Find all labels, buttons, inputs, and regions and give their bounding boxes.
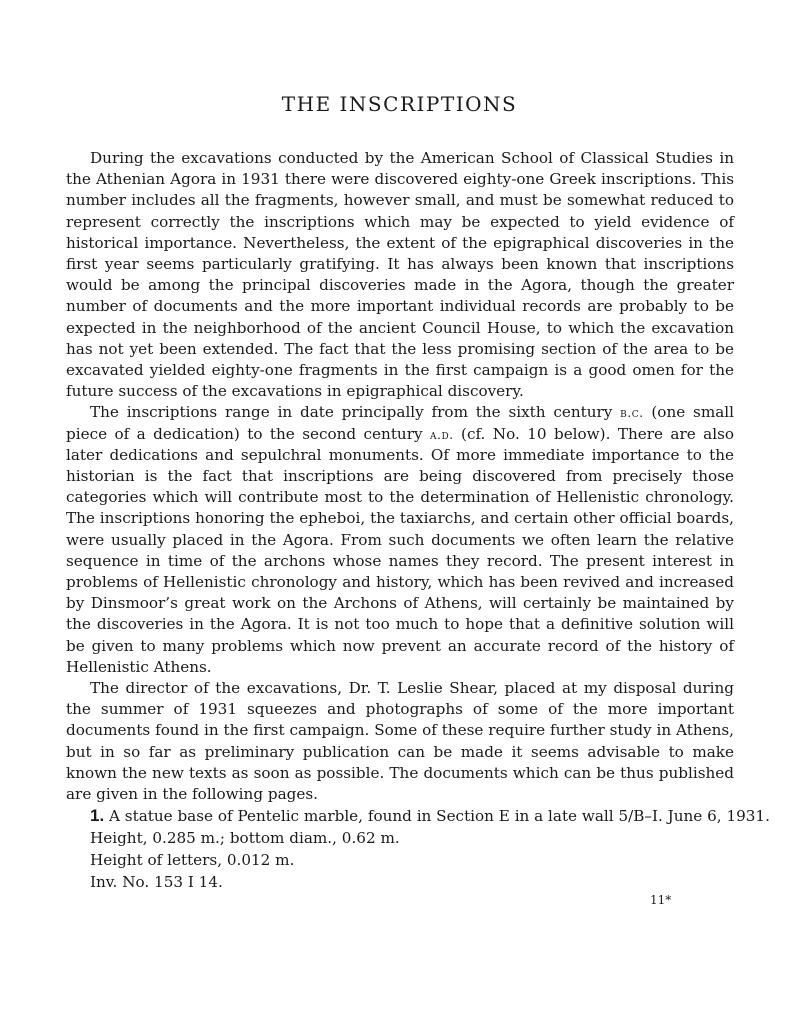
entry-letter-height: Height of letters, 0.012 m. (90, 851, 295, 869)
entry-description: A statue base of Pentelic marble, found in Section E in a late wall 5/B–I. June 6, 1931. (109, 807, 770, 825)
paragraph-3: The director of the excavations, Dr. T. Leslie Shear, placed at my disposal during the summer of 1931 squeezes and photographs of some of the more important documents found in the first campaign. Some of these require further study in Athens, but in so far as preliminary publication can be made it seems advisable to make known the new texts as soon as possible. The documents which can be thus published are given in the following pages. (66, 679, 734, 804)
paragraph-2-text: The inscriptions range in date principally from the sixth century (90, 403, 621, 422)
paragraph-2 (66, 402, 734, 678)
entry-heading (90, 805, 770, 827)
paragraph-2-text: (cf. No. 10 below). There are also later dedications and sepulchral monuments. Of more immediate importance to the historian is the fact that inscriptions are being discovered from precisely those categories which will contribute most to the determination of Hellenistic chronology. The inscriptions honoring the epheboi, the taxiarchs, and certain other official boards, were usually placed in the Agora. From such documents we often learn the relative sequence in time of the archons whose names they record. The present interest in problems of Hellenistic chronology and history, which has been revived and increased by Dinsmoor’s great work on the Archons of Athens, will certainly be maintained by the discoveries in the Agora. It is not too much to hope that a definitive solution will be given to many problems which now prevent an accurate record of the history of Hellenistic Athens. (66, 424, 735, 676)
entry-inventory: Inv. No. 153 I 14. (90, 873, 223, 891)
era-abbreviation-bc: b.c. (620, 405, 644, 421)
body-text (66, 148, 734, 805)
paragraph-2-text: (one small piece of a dedication) to the second century (66, 403, 734, 443)
era-abbreviation-ad: a.d. (429, 426, 454, 442)
entry-dimensions: Height, 0.285 m.; bottom diam., 0.62 m. (90, 829, 400, 847)
page-title: THE INSCRIPTIONS (281, 92, 518, 116)
catalog-entry (90, 805, 770, 893)
page-number: 11* (650, 893, 672, 907)
paragraph-1: During the excavations conducted by the American School of Classical Studies in the Athenian Agora in 1931 there were discovered eighty-one Greek inscriptions. This number includes all the fragments, however small, and must be somewhat reduced to represent correctly the inscriptions which may be expected to yield evidence of historical importance. Nevertheless, the extent of the epigraphical discoveries in the first year seems particularly gratifying. It has always been known that inscriptions would be among the principal discoveries made in the Agora, though the greater number of documents and the more important individual records are probably to be expected in the neighborhood of the ancient Council House, to which the excavation has not yet been extended. The fact that the less promising section of the area to be excavated yielded eighty-one fragments in the first campaign is a good omen for the future success of the excavations in epigraphical discovery. (66, 149, 734, 401)
entry-number: 1. (90, 806, 105, 825)
